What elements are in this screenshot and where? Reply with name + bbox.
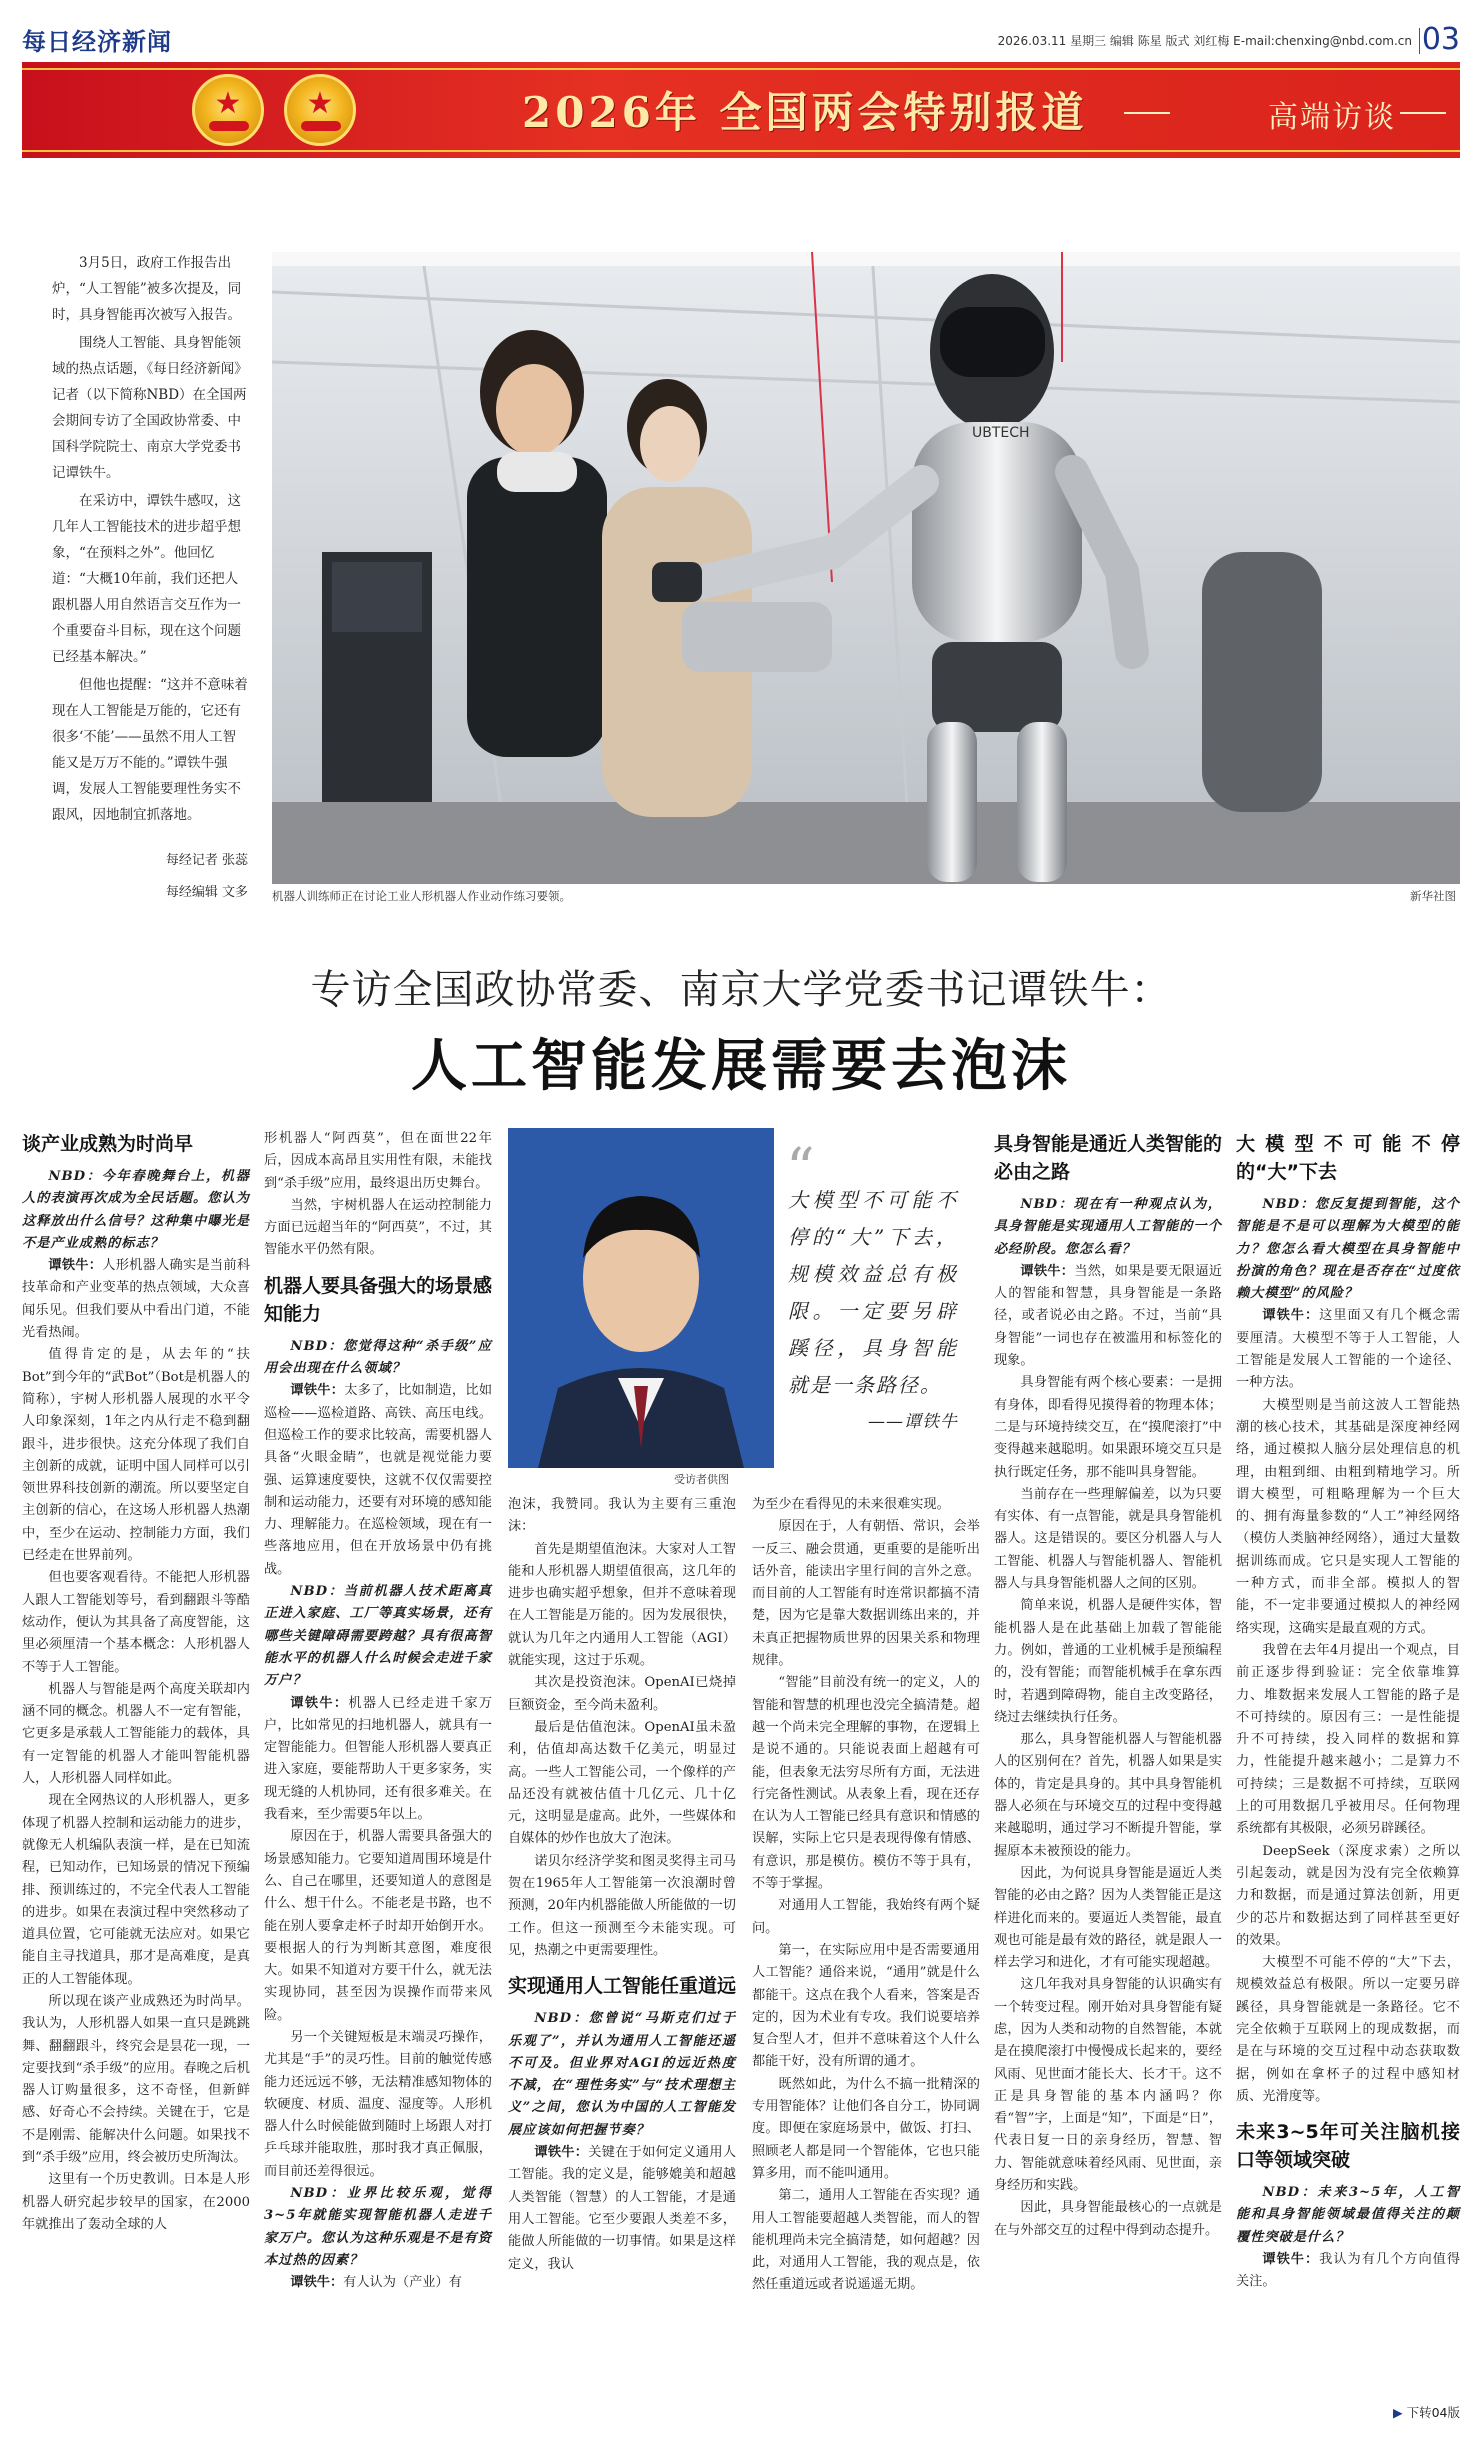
masthead	[22, 22, 1460, 60]
body-paragraph: 因此，为何说具身智能是逼近人类智能的必由之路？因为人类智能正是这样进化而来的。要逼近人类智能，最直观也可能是最有效的路径，就是跟人一样去学习和进化，才有可能实现超越。	[994, 1865, 1222, 1971]
body-paragraph: 首先是期望值泡沫。大家对人工智能和人形机器人期望值很高，这几年的进步也确实超乎想象，但并不意味着现在人工智能是万能的。因为发展很快，就认为几年之内通用人工智能（AGI）就能实现，这过于乐观。	[508, 1541, 736, 1669]
body-paragraph: 简单来说，机器人是硬件实体，智能机器人是在此基础上加载了智能能力。例如，普通的工业机械手是预编程的，没有智能；而智能机械手在拿东西时，若遇到障碍物，能自主改变路径，绕过去继续执行任务。	[994, 1598, 1222, 1725]
body-paragraph: 大模型不可能不停的“大”下去，规模效益总有极限。所以一定要另辟蹊径，具身智能就是一条路径。它不完全依赖于互联网上的现成数据，而是在与环境的交互过程中动态获取数据，例如在拿杯子的过程中感知材质、光滑度等。	[1236, 1955, 1460, 2104]
section-heading: 机器人要具备强大的场景感知能力	[264, 1274, 493, 1325]
interview-question: NBD：您觉得这种“杀手级”应用会出现在什么领域？	[264, 1338, 492, 1377]
newspaper-brand: 每日经济新闻	[22, 28, 172, 56]
arrow-right-icon: ▶	[1393, 2405, 1407, 2420]
issue-meta: 2026.03.11 星期三 编辑 陈星 版式 刘红梅 E-mail:chenxing@nbd.com.cn	[997, 34, 1412, 48]
body-paragraph: 泡沫，我赞同。我认为主要有三重泡沫：	[508, 1497, 736, 1535]
body-paragraph: 其次是投资泡沫。OpenAI已烧掉巨额资金，至今尚未盈利。	[508, 1675, 736, 1713]
body-paragraph: 为至少在看得见的未来很难实现。	[752, 1497, 950, 1512]
banner-dash-right	[1400, 112, 1446, 114]
body-paragraph: 原因在于，机器人需要具备强大的场景感知能力。它要知道周围环境是什么、自己在哪里，还要知道人的意图是什么、想干什么。不能老是书路，也不能在别人要拿走杯子时却开始倒开水。要根据人的行为判断其意图，难度很大。如果不知道对方要干什么，就无法实现协同，甚至因为误操作而带来风险。	[264, 1829, 492, 2023]
lead-paragraph: 3月5日，政府工作报告出炉，“人工智能”被多次提及，同时，具身智能再次被写入报告。	[52, 255, 242, 323]
interview-question: NBD：业界比较乐观，觉得3~5年就能实现智能机器人走进千家万户。您认为这种乐观是不是有资本过热的因素？	[264, 2186, 492, 2268]
lead-paragraph: 围绕人工智能、具身智能领域的热点话题，《每日经济新闻》记者（以下简称NBD）在全国两会期间专访了全国政协常委、中国科学院院士、南京大学党委书记谭铁牛。	[52, 335, 248, 481]
headline-main: 人工智能发展需要去泡沫	[411, 1033, 1071, 1099]
section-heading: 大模型不可能不停的“大”下去	[1236, 1133, 1460, 1183]
speaker-label: 谭铁牛：	[1262, 2252, 1320, 2268]
interview-answer: 谭铁牛：关键在于如何定义通用人工智能。我的定义是，能够媲美和超越人类智能（智慧）的人工智能，才是通用人工智能。它至少要跟人类差不多，能做人所能做的一切事情。如果是这样定义，我认	[508, 2145, 737, 2272]
interview-question: NBD：您反复提到智能，这个智能是不是可以理解为大模型的能力？您怎么看大模型在具身智能中扮演的角色？现在是否存在“过度依赖大模型”的风险？	[1236, 1197, 1460, 1302]
interview-answer: 谭铁牛：机器人已经走进千家万户，比如常见的扫地机器人，就具有一定智能能力。但智能人形机器人要真正进入家庭，要能帮助人干更多家务，实现无缝的人机协同，还有很多难关。在我看来，至少需要5年以上。	[264, 1695, 493, 1823]
banner-title: 2026年 全国两会特别报道	[522, 88, 1088, 137]
body-paragraph: 我曾在去年4月提出一个观点，目前正逐步得到验证：完全依靠堆算力、堆数据来发展人工智能的路子是不可持续的。原因有三：一是性能提升不可持续，投入同样的数据和算力，性能提升越来越小；二是算力不可持续；三是数据不可持续，互联网上的可用数据几乎被用尽。任何物理系统都有其极限，必须另辟蹊径。	[1236, 1642, 1460, 1837]
article-column-5	[994, 1130, 1222, 2242]
interview-answer: 谭铁牛：这里面又有几个概念需要厘清。大模型不等于人工智能，人工智能是发展人工智能的一个途径、一种方法。	[1236, 1308, 1461, 1391]
body-paragraph: 所以现在谈产业成熟还为时尚早。我认为，人形机器人如果一直只是跳跳舞、翻翻跟斗，终究会是昙花一现，一定要找到“杀手级”的应用。春晚之后机器人订购量很多，这不奇怪，但新鲜感、好奇心不会持续。关键在于，它是不是刚需、能解决什么问题。如果找不到“杀手级”应用，终会被历史所淘汰。	[22, 1993, 250, 2166]
body-paragraph: 现在全网热议的人形机器人，更多体现了机器人控制和运动能力的进步，就像无人机编队表演一样，是在已知流程，已知动作，已知场景的情况下预编排、预训练过的，不完全代表人工智能的进步。如果在表演过程中突然移动了道具位置，它可能就无法应对。如果它能自主寻找道具，那才是高难度，是真正的人工智能体现。	[22, 1793, 250, 1987]
interviewee-portrait	[508, 1128, 774, 1468]
robot-training-photo	[272, 252, 1460, 884]
body-paragraph: 那么，具身智能机器人与智能机器人的区别何在？首先，机器人如果是实体的，肯定是具身的。其中具身智能机器人必须在与环境交互的过程中变得越来越聪明，通过学习不断提升智能，掌握原本未被预设的能力。	[994, 1732, 1222, 1859]
banner-bottom-stripe	[22, 150, 1460, 152]
body-paragraph: 具身智能有两个核心要素：一是拥有身体，即看得见摸得着的物理本体；二是与环境持续交互，在“摸爬滚打”中变得越来越聪明。如果跟环境交互只是执行既定任务，那不能叫具身智能。	[994, 1375, 1222, 1480]
banner-dash-left	[1124, 112, 1170, 114]
body-paragraph: 大模型则是当前这波人工智能热潮的核心技术，其基础是深度神经网络，通过模拟人脑分层处理信息的机理，由粗到细、由粗到精地学习。所谓大模型，可粗略理解为一个巨大的、拥有海量参数的“人工”神经网络（模仿人类脑神经网络），通过大量数据训练而成。它只是实现人工智能的一种方式，而非全部。模拟人的智能，不一定非要通过模拟人的神经网络实现，这确实是最直观的方式。	[1236, 1397, 1460, 1636]
banner-top-stripe	[22, 68, 1460, 70]
interview-question: NBD：现在有一种观点认为，具身智能是实现通用人工智能的一个必经阶段。您怎么看？	[994, 1197, 1222, 1257]
pull-quote-attribution: ——谭铁牛	[868, 1412, 958, 1432]
body-paragraph: 但也要客观看待。不能把人形机器人跟人工智能划等号，看到翻跟斗等酷炫动作，便认为其具备了高度智能，这里必须厘清一个基本概念：人形机器人不等于人工智能。	[22, 1570, 250, 1675]
body-paragraph: 既然如此，为什么不搞一批精深的专用智能体？让他们各自分工，协同调度。即便在家庭场景中，做饭、打扫、照顾老人都是同一个智能体，它也只能算多用，而不能叫通用。	[752, 2076, 980, 2181]
pull-quote	[774, 1128, 970, 1468]
body-paragraph: 因此，具身智能最核心的一点就是在与外部交互的过程中得到动态提升。	[994, 2200, 1222, 2238]
body-paragraph: 当然，宇树机器人在运动控制能力方面已远超当年的“阿西莫”，不过，其智能水平仍然有限。	[264, 1197, 492, 1258]
body-paragraph: 这里有一个历史教训。日本是人形机器人研究起步较早的国家，在2000年就推出了轰动全球的人	[22, 2172, 250, 2232]
speaker-label: 谭铁牛：	[1020, 1263, 1075, 1279]
headline-kicker: 专访全国政协常委、南京大学党委书记谭铁牛：	[310, 967, 1172, 1013]
continued-label: 下转04版	[1406, 2405, 1460, 2420]
pull-quote-text: 大模型不可能不停的“大”下去，规模效益总有极限。一定要另辟蹊径，具身智能就是一条路径。	[788, 1188, 958, 1397]
body-paragraph: 值得肯定的是，从去年的“扶Bot”到今年的“武Bot”（Bot是机器人的简称），宇树人形机器人展现的水平令人印象深刻，1年之内从行走不稳到翻跟斗，进步很快。这充分体现了我们自主创新的成就，证明中国人同样可以引领世界科技创新的潮流。所以要坚定自主创新的信心，在这场人形机器人热潮中，至少在运动、控制能力方面，我们已经走在世界前列。	[22, 1347, 250, 1564]
article-column-3	[508, 1494, 736, 2276]
body-paragraph: 机器人与智能是两个高度关联却内涵不同的概念。机器人不一定有智能，它更多是承载人工智能能力的载体，具有一定智能的机器人才能叫智能机器人，人形机器人同样如此。	[22, 1681, 250, 1787]
interview-answer: 谭铁牛：有人认为（产业）有	[290, 2275, 462, 2291]
article-column-4	[752, 1494, 980, 2297]
photo-caption: 机器人训练师正在讨论工业人形机器人作业动作练习要领。	[272, 889, 571, 903]
article-column-2	[264, 1128, 492, 2295]
body-paragraph: “智能”目前没有统一的定义，人的智能和智慧的机理也没完全搞清楚。超越一个尚未完全理解的事物，在逻辑上是说不通的。只能说表面上超越有可能，但表象无法穷尽所有方面，无法进行完备性测试。从表象上看，现在还存在认为人工智能已经具有意识和情感的误解，实际上它只是表现得像有情感、有意识，那是模仿。模仿不等于具有，不等于掌握。	[752, 1675, 980, 1892]
section-heading: 未来3~5年可关注脑机接口等领域突破	[1236, 2121, 1460, 2172]
lead-paragraph: 但他也提醒：“这并不意味着现在人工智能是万能的，它还有很多‘不能’——虽然不用人工智能又是万万不能的。”谭铁牛强调，发展人工智能要理性务实不跟风，因地制宜抓落地。	[52, 677, 248, 823]
interview-question: NBD：未来3~5年，人工智能和具身智能领域最值得关注的颠覆性突破是什么？	[1236, 2185, 1460, 2245]
interview-answer: 谭铁牛：人形机器人确实是当前科技革命和产业变革的热点领域，大众喜闻乐见。但我们要从中看出门道，不能光看热闹。	[22, 1258, 251, 1341]
article-column-1	[22, 1130, 250, 2236]
body-paragraph: 这几年我对具身智能的认识确实有一个转变过程。刚开始对具身智能有疑虑，因为人类和动物的自然智能，本就是在摸爬滚打中慢慢成长起来的，要经风雨、见世面才能长大、长才干。这不正是具身智能的基本内涵吗？你看“智”字，上面是“知”，下面是“日”，代表日复一日的亲身经历，智慧、智力、智能就意味着经风雨、见世面，亲身经历和实践。	[994, 1977, 1222, 2194]
main-photo	[272, 252, 1460, 884]
interview-question: NBD：您曾说“马斯克们过于乐观了”，并认为通用人工智能还遥不可及。但业界对AGI的远近热度不减，在“理性务实”与“技术理想主义”之间，您认为中国的人工智能发展应该如何把握节奏？	[508, 2011, 736, 2138]
section-heading: 谈产业成熟为时尚早	[22, 1133, 194, 1155]
speaker-label: 谭铁牛：	[48, 1258, 103, 1274]
interview-question: NBD：当前机器人技术距离真正进入家庭、工厂等真实场景，还有哪些关键障碍需要跨越？具有很高智能水平的机器人什么时候会走进千家万户？	[264, 1584, 492, 1689]
editor-byline: 每经编辑 文多	[165, 885, 248, 900]
page-number: 03	[1421, 22, 1460, 57]
article-column-6	[1236, 1130, 1460, 2294]
speaker-label: 谭铁牛：	[290, 2275, 344, 2291]
masthead-separator	[1419, 28, 1420, 54]
body-paragraph: 对通用人工智能，我始终有两个疑问。	[752, 1898, 980, 1936]
body-paragraph: 第一，在实际应用中是否需要通用人工智能？通俗来说，“通用”就是什么都能干。这点在我个人看来，答案是否定的，因为术业有专攻。我们说要培养复合型人才，但并不意味着这个人什么都能干好，没有所谓的通才。	[752, 1942, 980, 2070]
special-report-banner	[22, 62, 1460, 158]
continued-on-page	[1393, 2403, 1460, 2421]
body-paragraph: 第二，通用人工智能在否实现？通用人工智能要超越人类智能，而人的智能机理尚未完全搞清楚，如何超越？因此，对通用人工智能，我的观点是，依然任重道远或者说遥遥无期。	[752, 2188, 980, 2293]
interview-answer: 谭铁牛：我认为有几个方向值得关注。	[1236, 2252, 1461, 2290]
lead-summary	[52, 250, 248, 910]
section-heading: 实现通用人工智能任重道远	[508, 1975, 737, 1998]
cppcc-emblem-icon: ★	[284, 74, 356, 146]
portrait-image	[508, 1128, 774, 1468]
section-heading: 具身智能是通近人类智能的必由之路	[994, 1133, 1223, 1183]
banner-subtitle: 高端访谈	[1268, 100, 1396, 135]
body-paragraph: 诺贝尔经济学奖和图灵奖得主司马贺在1965年人工智能第一次浪潮时曾预测，20年内机器能做人所能做的一切工作。但这一预测至今未能实现。可见，热潮之中更需要理性。	[508, 1853, 736, 1958]
photo-credit: 新华社图	[1410, 889, 1456, 903]
body-paragraph: DeepSeek（深度求索）之所以引起轰动，就是因为没有完全依赖算力和数据，而是通过算法创新，用更少的芯片和数据达到了同样甚至更好的效果。	[1236, 1843, 1460, 1948]
speaker-label: 谭铁牛：	[290, 1383, 345, 1399]
interview-answer: 谭铁牛：太多了，比如制造，比如巡检——巡检道路、高铁、高压电线。但巡检工作的要求比较高，需要机器人具备“火眼金睛”，也就是视觉能力要强、运算速度要快，这就不仅仅需要控制和运动能力，还要有对环境的感知能力、理解能力。在巡检领域，现在有一些落地应用，但在开放场景中仍有挑战。	[264, 1383, 493, 1577]
speaker-label: 谭铁牛：	[290, 1695, 349, 1711]
national-emblem-icon: ★	[192, 74, 264, 146]
robot-brand-label: UBTECH	[972, 425, 1030, 441]
portrait-caption: 受访者供图	[674, 1473, 729, 1486]
body-paragraph: 原因在于，人有朝悟、常识，会举一反三、融会贯通，更重要的是能听出话外音，能读出字里行间的言外之意。而目前的人工智能有时连常识都搞不清楚，因为它是靠大数据训练出来的，并未真正把握物质世界的因果关系和物理规律。	[752, 1519, 980, 1669]
lead-paragraph: 在采访中，谭铁牛感叹，这几年人工智能技术的进步超乎想象，“在预料之外”。他回忆道：“大概10年前，我们还把人跟机器人用自然语言交互作为一个重要奋斗目标，现在这个问题已经基本解决。”	[52, 493, 241, 665]
interview-question: NBD：今年春晚舞台上，机器人的表演再次成为全民话题。您认为这释放出什么信号？这种集中曝光是不是产业成熟的标志？	[22, 1169, 250, 1251]
speaker-label: 谭铁牛：	[534, 2145, 589, 2161]
quote-mark-icon: “	[786, 1137, 817, 1202]
photo-caption-bar	[272, 888, 1460, 908]
speaker-label: 谭铁牛：	[1262, 1308, 1320, 1324]
body-paragraph: 另一个关键短板是末端灵巧操作，尤其是“手”的灵巧性。目前的触觉传感能力还远远不够，无法精准感知物体的软硬度、材质、温度、湿度等。人形机器人什么时候能做到随时上场跟人对打乒乓球并能取胜，那时我才真正佩服，而目前还差得很远。	[264, 2029, 492, 2179]
body-paragraph: 最后是估值泡沫。OpenAI虽未盈利，估值却高达数千亿美元，明显过高。一些人工智能公司，一个像样的产品还没有就被估值十几亿元、几十亿元，这明显是虚高。此外，一些媒体和自媒体的炒作也放大了泡沫。	[508, 1719, 736, 1847]
interview-answer: 谭铁牛：当然，如果是要无限逼近人的智能和智慧，具身智能是一条路径，或者说必由之路。不过，当前“具身智能”一词也存在被滥用和标签化的现象。	[994, 1263, 1223, 1369]
reporter-byline: 每经记者 张蕊	[165, 853, 248, 868]
body-paragraph: 当前存在一些理解偏差，以为只要有实体、有一点智能，就是具身智能机器人。这是错误的。要区分机器人与人工智能、机器人与智能机器人、智能机器人与具身智能机器人之间的区别。	[994, 1486, 1222, 1592]
body-paragraph: 形机器人“阿西莫”，但在面世22年后，因成本高昂且实用性有限，未能找到“杀手级”应用，最终退出历史舞台。	[264, 1131, 492, 1191]
